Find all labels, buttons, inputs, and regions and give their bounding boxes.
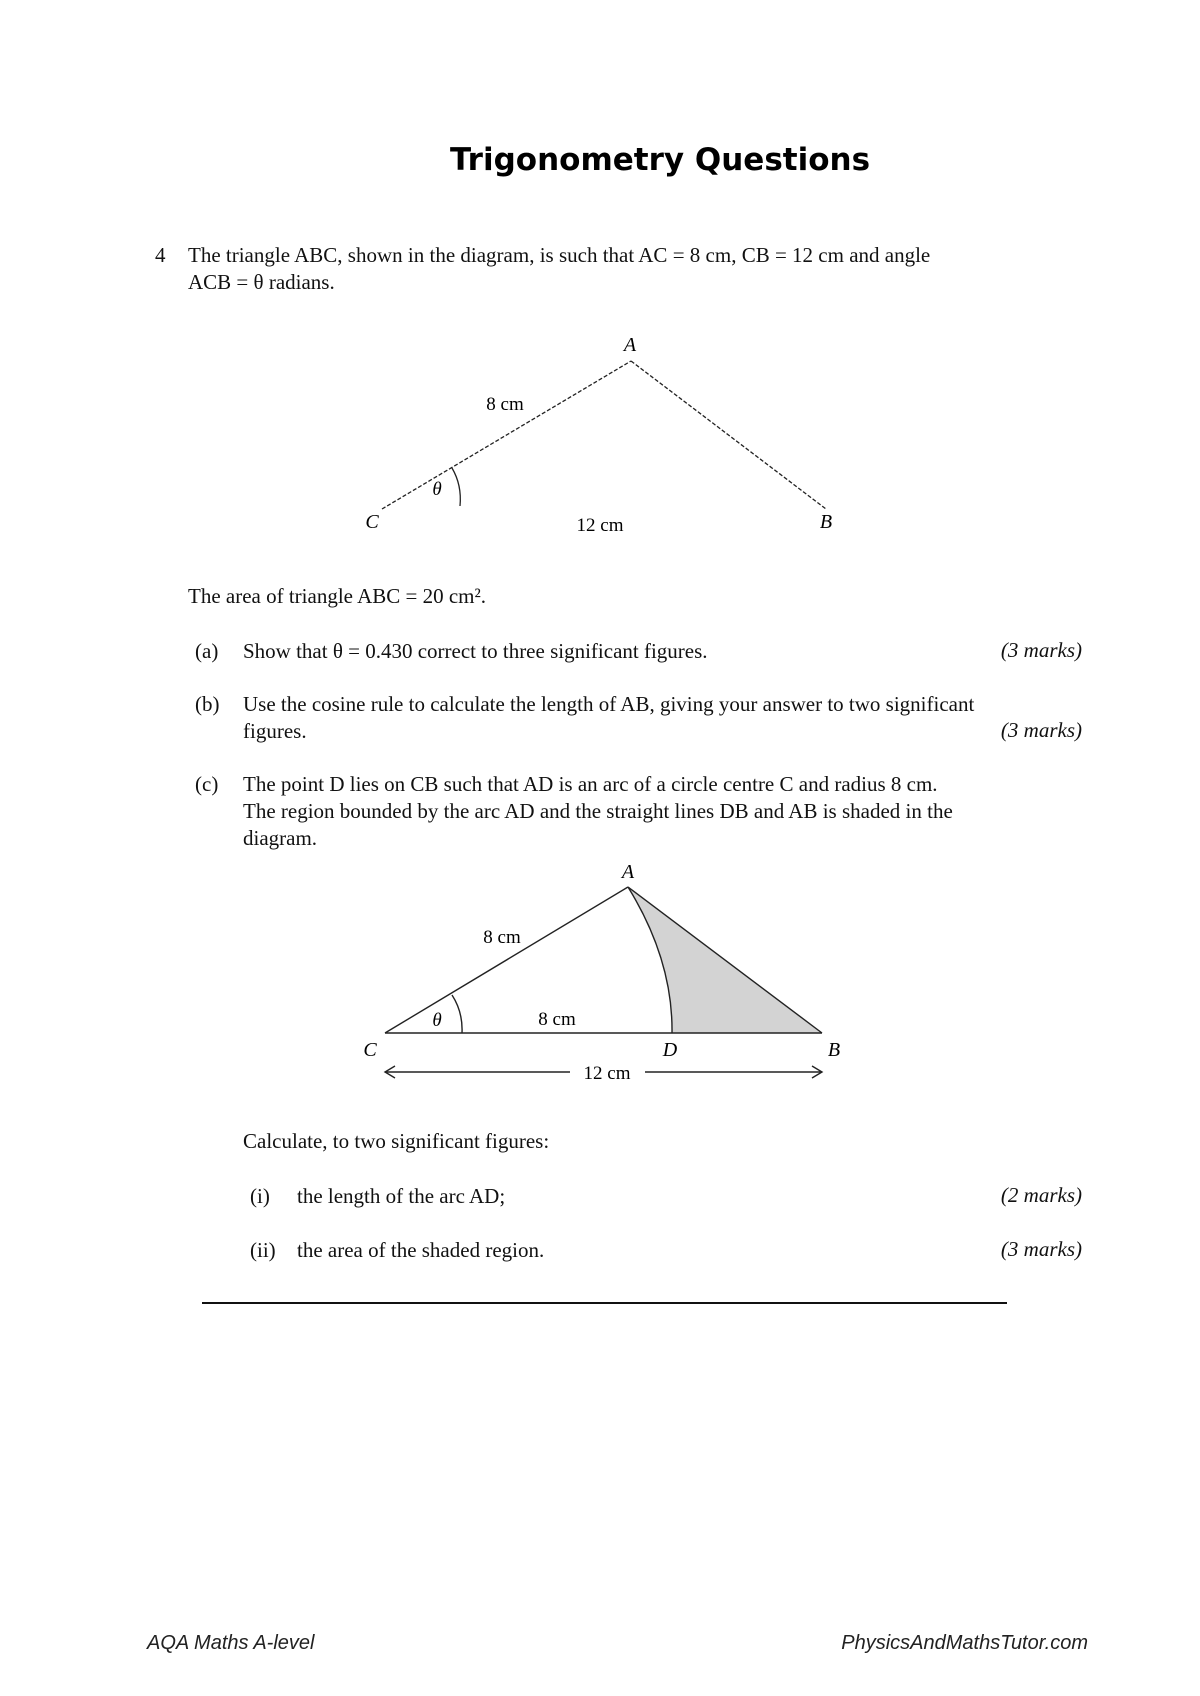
subpart-ii-label: (ii) [250,1238,276,1262]
part-a-marks: (3 marks) [1000,638,1082,662]
part-c-text-line3: diagram. [243,826,318,850]
subpart-ii-marks: (3 marks) [1000,1237,1082,1261]
diagram2-vertex-b: B [827,1039,841,1061]
side-ab [631,361,826,509]
diagram2-angle-label: θ [432,1010,442,1031]
part-a-label: (a) [195,639,219,663]
side-ac [382,361,631,509]
subpart-ii-text: the area of the shaded region. [297,1238,545,1262]
diagram2-label-ac: 8 cm [483,927,521,948]
page-title: Trigonometry Questions [449,142,871,178]
question-intro-line2: ACB = θ radians. [188,270,335,294]
diagram1-angle-label: θ [432,479,442,500]
subpart-i-text: the length of the arc AD; [297,1184,506,1208]
part-b-label: (b) [195,692,220,716]
section-divider [202,1302,1007,1304]
angle-arc-theta [452,468,460,506]
part-c-label: (c) [195,772,219,796]
diagram1-vertex-b: B [819,511,833,533]
part-b-text-line1: Use the cosine rule to calculate the length of AB, giving your answer to two significant [243,692,975,716]
footer-right: PhysicsAndMathsTutor.com [841,1632,1088,1654]
part-b-marks: (3 marks) [1000,718,1082,742]
line-ca [385,887,628,1033]
diagram2-label-cb: 12 cm [583,1063,631,1084]
question-intro-line1: The triangle ABC, shown in the diagram, is such that AC = 8 cm, CB = 12 cm and angle [188,243,931,267]
part-c-text-line1: The point D lies on CB such that AD is an arc of a circle centre C and radius 8 cm. [243,772,938,796]
diagram2-vertex-c: C [363,1039,377,1061]
diagram2-vertex-a: A [621,861,635,883]
part-c-text-line2: The region bounded by the arc AD and the straight lines DB and AB is shaded in the [243,799,953,823]
footer-left: AQA Maths A-level [147,1632,315,1654]
diagram2-vertex-d: D [662,1039,678,1061]
part-a-text: Show that θ = 0.430 correct to three significant figures. [243,639,708,663]
subpart-i-label: (i) [250,1184,270,1208]
diagram1-label-ac: 8 cm [486,394,524,415]
diagram1-vertex-c: C [365,511,379,533]
question-number: 4 [155,243,166,267]
subpart-i-marks: (2 marks) [1000,1183,1082,1207]
part-b-text-line2: figures. [243,719,307,743]
calculate-prompt: Calculate, to two significant figures: [243,1129,550,1153]
area-statement: The area of triangle ABC = 20 cm². [188,584,487,608]
diagram1-vertex-a: A [623,334,637,356]
diagram2-label-cd: 8 cm [538,1009,576,1030]
angle-arc-theta-2 [452,995,462,1033]
diagram1-label-cb: 12 cm [576,515,624,536]
